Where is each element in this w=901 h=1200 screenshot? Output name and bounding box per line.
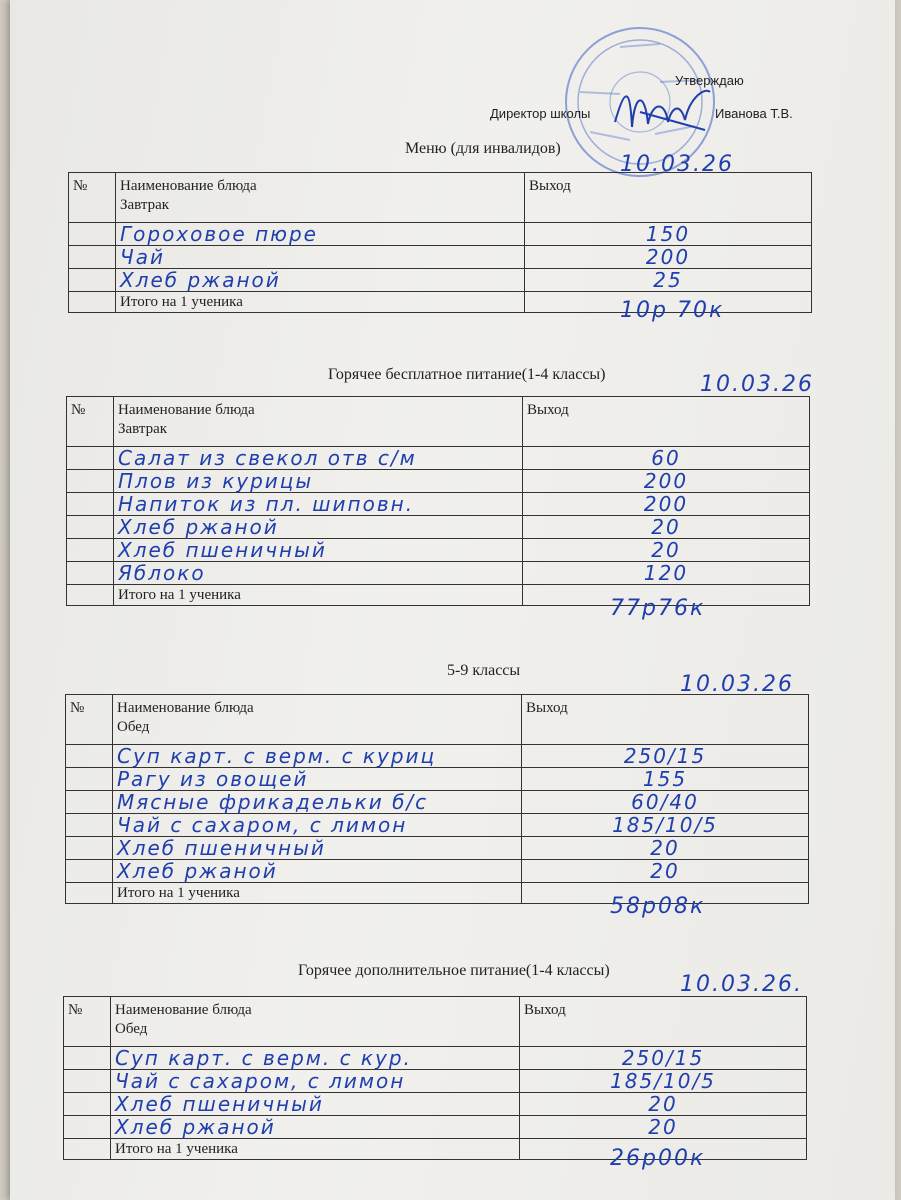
table-row: [69, 269, 812, 292]
table-header: [67, 397, 810, 447]
dish-output: 200: [523, 470, 810, 493]
section-4-title: Горячее дополнительное питание(1-4 классы): [298, 962, 610, 979]
table-row: [67, 447, 810, 470]
row-number-cell: [67, 539, 114, 562]
table-row: [64, 1093, 807, 1116]
dish-output: 20: [520, 1116, 807, 1139]
row-number-cell: [67, 585, 114, 606]
row-number-cell: [64, 1093, 111, 1116]
col-name-header: [114, 397, 523, 447]
row-number-cell: [69, 292, 116, 313]
section-1-title: Меню (для инвалидов): [405, 140, 561, 157]
dish-name: Яблоко: [114, 562, 523, 585]
dish-output: 20: [523, 539, 810, 562]
table-row: [64, 1070, 807, 1093]
col-number-header: №: [67, 397, 114, 447]
table-row: [66, 837, 809, 860]
col-name-label: Наименование блюда: [115, 1002, 252, 1018]
dish-name: Суп карт. с верм. с куриц: [113, 745, 522, 768]
row-number-cell: [66, 791, 113, 814]
row-number-cell: [64, 1139, 111, 1160]
dish-name: Хлеб ржаной: [113, 860, 522, 883]
section-4-date: 10.03.26.: [680, 972, 803, 997]
section-2-date: 10.03.26: [700, 372, 814, 397]
dish-name: Хлеб ржаной: [114, 516, 523, 539]
row-number-cell: [69, 269, 116, 292]
row-number-cell: [66, 745, 113, 768]
meal-label: Завтрак: [120, 197, 170, 213]
row-number-cell: [66, 837, 113, 860]
row-number-cell: [66, 814, 113, 837]
row-number-cell: [67, 470, 114, 493]
dish-output: 60: [523, 447, 810, 470]
dish-name: Хлеб ржаной: [111, 1116, 520, 1139]
table-row: [66, 768, 809, 791]
section-2-table: [66, 396, 810, 606]
dish-output: 20: [523, 516, 810, 539]
dish-name: Чай с сахаром, с лимон: [113, 814, 522, 837]
table-row: [69, 246, 812, 269]
approve-label: Утверждаю: [675, 73, 744, 88]
total-label: Итого на 1 ученика: [116, 292, 525, 313]
row-number-cell: [69, 223, 116, 246]
dish-name: Напиток из пл. шиповн.: [114, 493, 523, 516]
dish-name: Плов из курицы: [114, 470, 523, 493]
row-number-cell: [66, 860, 113, 883]
col-output-header: Выход: [522, 695, 809, 745]
col-name-header: [116, 173, 525, 223]
section-4-table: [63, 996, 807, 1160]
section-3-date: 10.03.26: [680, 672, 794, 697]
table-row: [64, 1116, 807, 1139]
dish-name: Суп карт. с верм. с кур.: [111, 1047, 520, 1070]
dish-output: 185/10/5: [520, 1070, 807, 1093]
row-number-cell: [64, 1047, 111, 1070]
table-row: [67, 493, 810, 516]
table-row: [69, 223, 812, 246]
menu-sheet: [10, 0, 895, 1200]
col-name-header: [111, 997, 520, 1047]
row-number-cell: [67, 447, 114, 470]
section-1-total: 10р 70к: [620, 298, 725, 323]
table-row: [67, 516, 810, 539]
director-name: Иванова Т.В.: [715, 106, 793, 121]
director-signature: [610, 82, 720, 142]
dish-output: 20: [522, 860, 809, 883]
col-output-header: Выход: [525, 173, 812, 223]
section-2-title: Горячее бесплатное питание(1-4 классы): [328, 366, 606, 383]
table-row: [66, 745, 809, 768]
director-label: Директор школы: [490, 106, 591, 121]
dish-output: 120: [523, 562, 810, 585]
section-1-table: [68, 172, 812, 313]
dish-name: Гороховое пюре: [116, 223, 525, 246]
dish-name: Хлеб пшеничный: [111, 1093, 520, 1116]
table-row: [67, 470, 810, 493]
table-row: [66, 814, 809, 837]
dish-name: Хлеб пшеничный: [113, 837, 522, 860]
col-name-header: [113, 695, 522, 745]
table-row: [66, 791, 809, 814]
total-label: Итого на 1 ученика: [113, 883, 522, 904]
table-header: [66, 695, 809, 745]
dish-output: 150: [525, 223, 812, 246]
dish-output: 20: [522, 837, 809, 860]
dish-name: Салат из свекол отв с/м: [114, 447, 523, 470]
col-output-header: Выход: [520, 997, 807, 1047]
section-3-total: 58р08к: [610, 894, 706, 919]
col-name-label: Наименование блюда: [118, 402, 255, 418]
table-row: [67, 539, 810, 562]
row-number-cell: [67, 516, 114, 539]
meal-label: Обед: [117, 719, 150, 735]
table-header: [69, 173, 812, 223]
dish-name: Хлеб ржаной: [116, 269, 525, 292]
dish-output: 250/15: [520, 1047, 807, 1070]
col-number-header: №: [66, 695, 113, 745]
total-label: Итого на 1 ученика: [111, 1139, 520, 1160]
dish-name: Рагу из овощей: [113, 768, 522, 791]
meal-label: Завтрак: [118, 421, 168, 437]
col-number-header: №: [64, 997, 111, 1047]
dish-name: Мясные фрикадельки б/с: [113, 791, 522, 814]
dish-output: 200: [523, 493, 810, 516]
table-header: [64, 997, 807, 1047]
col-name-label: Наименование блюда: [117, 700, 254, 716]
meal-label: Обед: [115, 1021, 148, 1037]
row-number-cell: [69, 246, 116, 269]
row-number-cell: [66, 883, 113, 904]
table-row: [64, 1047, 807, 1070]
table-row: [66, 860, 809, 883]
dish-output: 60/40: [522, 791, 809, 814]
dish-output: 250/15: [522, 745, 809, 768]
section-1-date: 10.03.26: [620, 152, 734, 177]
row-number-cell: [64, 1116, 111, 1139]
section-4-total: 26р00к: [610, 1146, 706, 1171]
col-output-header: Выход: [523, 397, 810, 447]
table-row: [67, 562, 810, 585]
dish-output: 200: [525, 246, 812, 269]
dish-output: 155: [522, 768, 809, 791]
total-label: Итого на 1 ученика: [114, 585, 523, 606]
dish-output: 185/10/5: [522, 814, 809, 837]
section-2-total: 77р76к: [610, 596, 706, 621]
row-number-cell: [67, 562, 114, 585]
row-number-cell: [66, 768, 113, 791]
dish-name: Чай с сахаром, с лимон: [111, 1070, 520, 1093]
row-number-cell: [67, 493, 114, 516]
section-3-table: [65, 694, 809, 904]
col-name-label: Наименование блюда: [120, 178, 257, 194]
dish-output: 20: [520, 1093, 807, 1116]
col-number-header: №: [69, 173, 116, 223]
dish-output: 25: [525, 269, 812, 292]
dish-name: Хлеб пшеничный: [114, 539, 523, 562]
section-3-title: 5-9 классы: [447, 662, 521, 679]
dish-name: Чай: [116, 246, 525, 269]
row-number-cell: [64, 1070, 111, 1093]
